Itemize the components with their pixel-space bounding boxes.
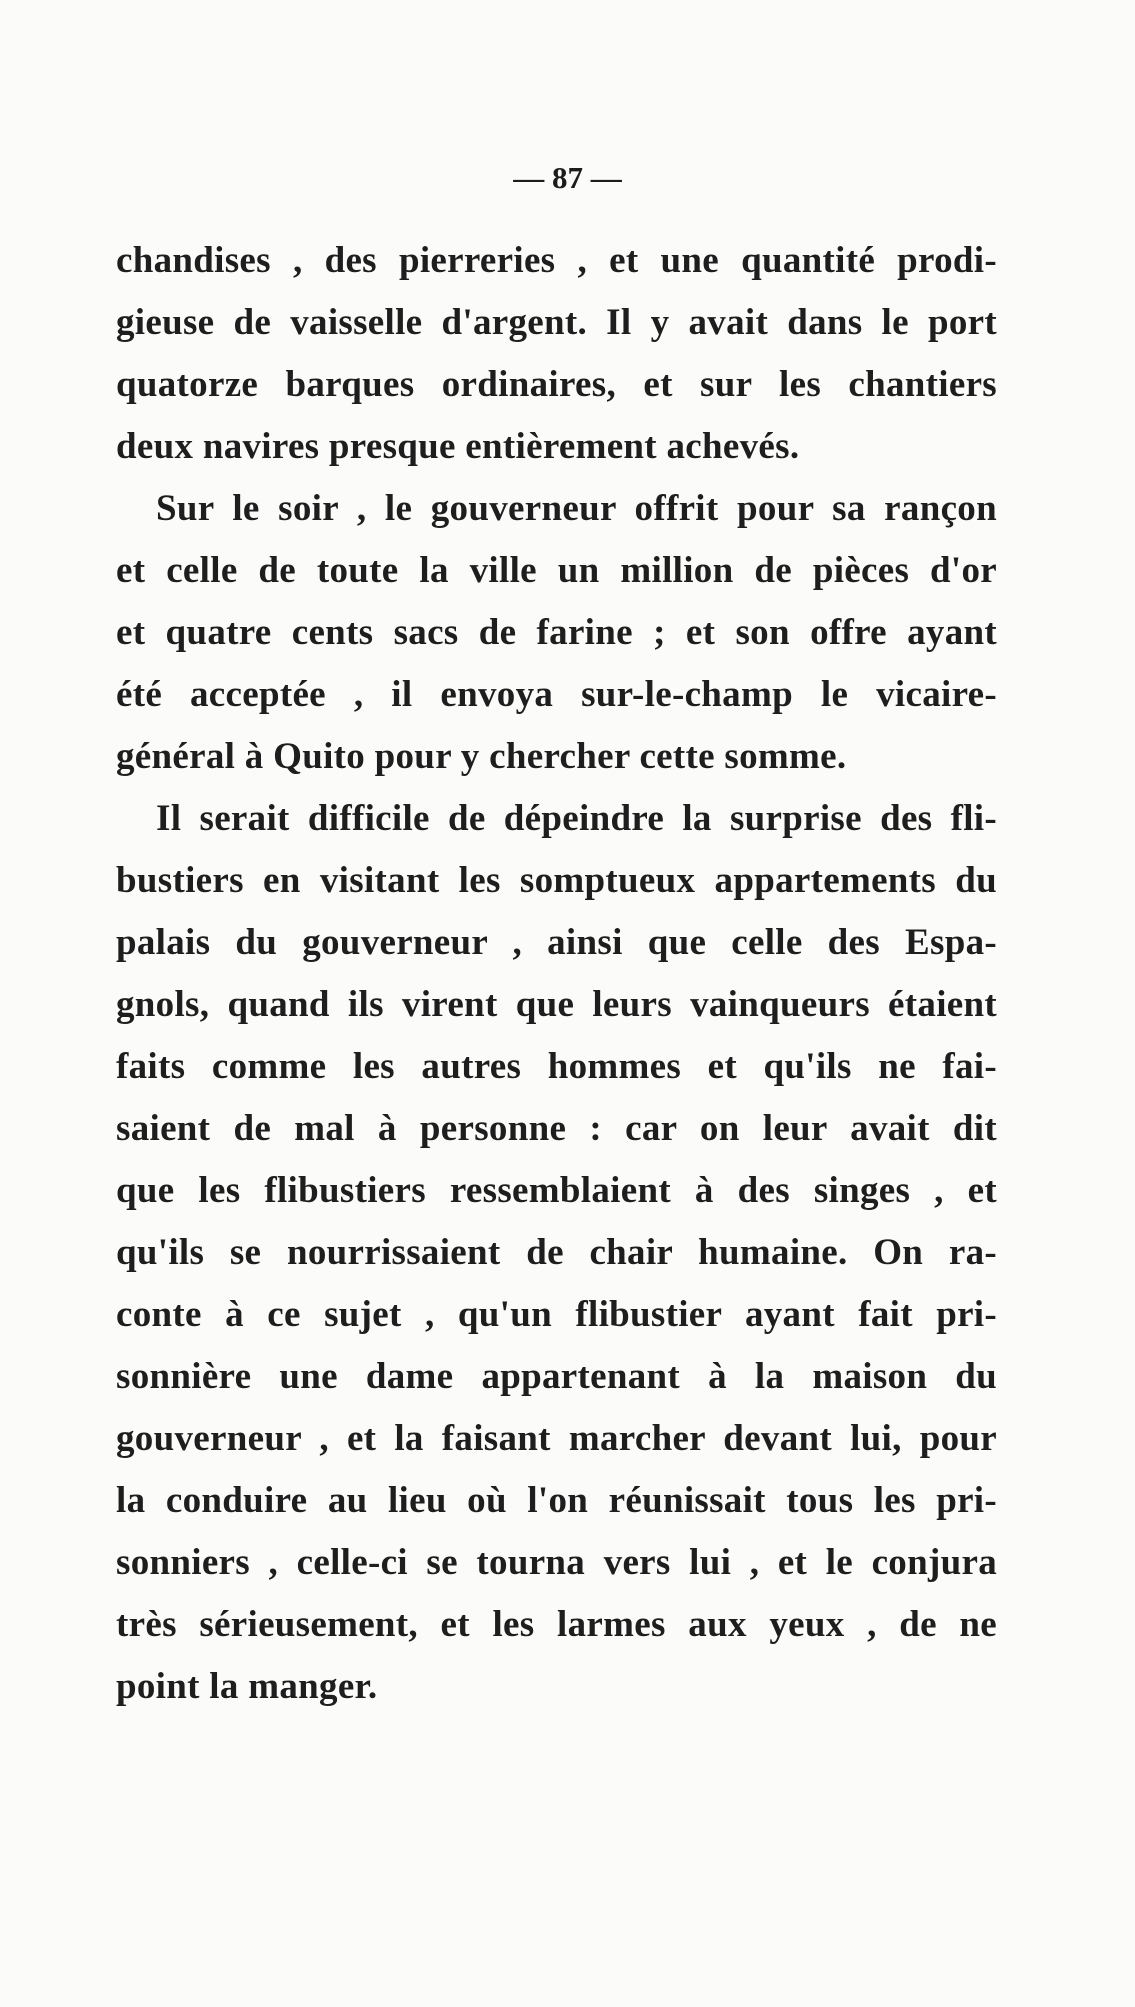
- text-line: bustiers en visitant les somptueux appartements du: [116, 860, 997, 901]
- text-line: qu'ils se nourrissaient de chair humaine. On ra-: [116, 1232, 997, 1273]
- paragraph: [116, 478, 997, 788]
- text-line: Il serait difficile de dépeindre la surprise des fli-: [156, 798, 997, 839]
- text-line: conte à ce sujet , qu'un flibustier ayant fait pri-: [116, 1294, 997, 1335]
- text-line: et quatre cents sacs de farine ; et son offre ayant: [116, 612, 997, 653]
- text-line: sonnière une dame appartenant à la maison du: [116, 1356, 997, 1397]
- text-line: quatorze barques ordinaires, et sur les chantiers: [116, 364, 997, 405]
- text-line: Sur le soir , le gouverneur offrit pour sa rançon: [156, 488, 997, 529]
- text-line: gouverneur , et la faisant marcher devant lui, pour: [116, 1418, 997, 1459]
- text-line: la conduire au lieu où l'on réunissait tous les pri-: [116, 1480, 997, 1521]
- text-line: deux navires presque entièrement achevés.: [116, 426, 800, 467]
- page-number: — 87 —: [513, 160, 622, 195]
- text-line: gnols, quand ils virent que leurs vainqueurs étaient: [116, 984, 997, 1025]
- text-line: saient de mal à personne : car on leur avait dit: [116, 1108, 997, 1149]
- text-line: point la manger.: [116, 1666, 378, 1707]
- text-line: chandises , des pierreries , et une quantité prodi-: [116, 240, 997, 281]
- text-line: et celle de toute la ville un million de pièces d'or: [116, 550, 997, 591]
- text-line: gieuse de vaisselle d'argent. Il y avait dans le port: [116, 302, 997, 343]
- text-line: faits comme les autres hommes et qu'ils ne fai-: [116, 1046, 997, 1087]
- text-line: sonniers , celle-ci se tourna vers lui , et le conjura: [116, 1542, 997, 1583]
- text-line: général à Quito pour y chercher cette somme.: [116, 736, 847, 777]
- text-line: palais du gouverneur , ainsi que celle des Espa-: [116, 922, 997, 963]
- text-line: été acceptée , il envoya sur-le-champ le vicaire-: [116, 674, 997, 715]
- paragraph: [116, 788, 997, 1718]
- paragraph: [116, 230, 997, 478]
- text-line: que les flibustiers ressemblaient à des singes , et: [116, 1170, 997, 1211]
- text-line: très sérieusement, et les larmes aux yeux , de ne: [116, 1604, 997, 1645]
- body-text: [116, 230, 997, 1718]
